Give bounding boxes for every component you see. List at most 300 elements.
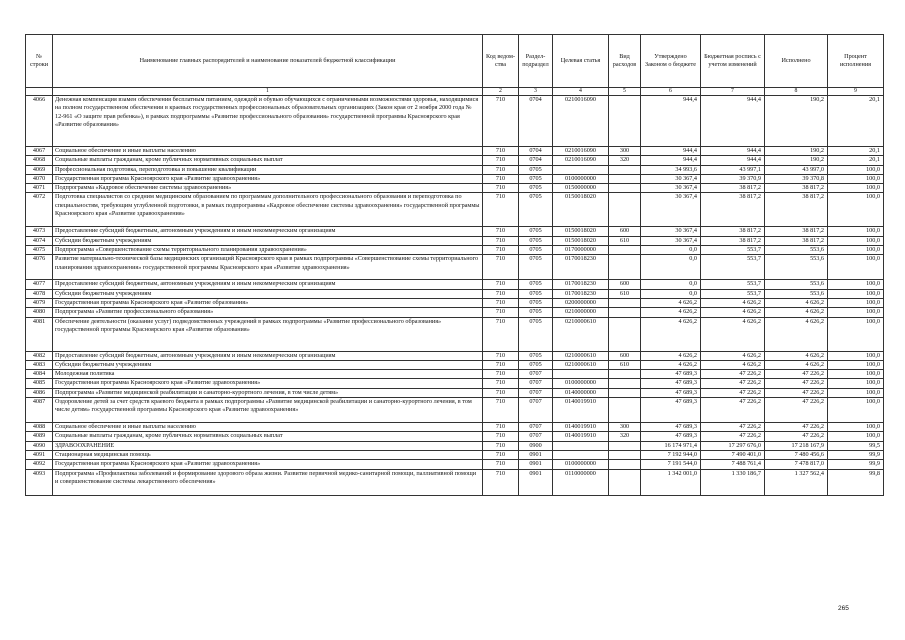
table-row xyxy=(26,441,884,450)
dept-code: 710 xyxy=(483,298,519,307)
row-number: 4078 xyxy=(26,289,53,298)
row-name: Подпрограмма «Кадровое обеспечение системы здравоохранения» xyxy=(53,184,483,193)
section-code: 0705 xyxy=(519,236,553,245)
row-name: Государственная программа Красноярского края «Развитие здравоохранения» xyxy=(53,379,483,388)
dept-code: 710 xyxy=(483,441,519,450)
row-name: Предоставление субсидий бюджетным, автономным учреждениям и иным некоммерческим организациям xyxy=(53,351,483,360)
section-code: 0707 xyxy=(519,370,553,379)
allocated-amount: 1 330 186,7 xyxy=(701,469,765,495)
percent-executed: 100,0 xyxy=(828,289,884,298)
header-row xyxy=(26,35,884,88)
table-row xyxy=(26,174,884,183)
row-name: Развитие материально-технической базы медицинских организаций Красноярского края в рамках подпрограммы «Совершенствование схемы территориального планирования здравоохранения» государственной программы Красноярского края «Развитие здравоохранения» xyxy=(53,255,483,280)
dept-code: 710 xyxy=(483,317,519,351)
approved-amount: 4 626,2 xyxy=(641,317,701,351)
section-code: 0705 xyxy=(519,227,553,236)
row-number: 4076 xyxy=(26,255,53,280)
expense-type: 610 xyxy=(609,236,641,245)
dept-code: 710 xyxy=(483,351,519,360)
dept-code: 710 xyxy=(483,280,519,289)
row-number: 4077 xyxy=(26,280,53,289)
executed-amount: 38 817,2 xyxy=(765,184,828,193)
executed-amount: 47 226,2 xyxy=(765,379,828,388)
approved-amount: 30 367,4 xyxy=(641,227,701,236)
dept-code: 710 xyxy=(483,388,519,397)
page-number: 265 xyxy=(838,605,849,612)
expense-type xyxy=(609,165,641,174)
approved-amount: 30 367,4 xyxy=(641,236,701,245)
target-code: 0170000000 xyxy=(553,246,609,255)
row-number: 4087 xyxy=(26,398,53,423)
row-name: Социальное обеспечение и иные выплаты населению xyxy=(53,423,483,432)
row-number: 4070 xyxy=(26,174,53,183)
allocated-amount: 4 626,2 xyxy=(701,351,765,360)
allocated-amount: 4 626,2 xyxy=(701,308,765,317)
table-row xyxy=(26,280,884,289)
approved-amount: 0,0 xyxy=(641,255,701,280)
percent-executed: 100,0 xyxy=(828,184,884,193)
target-code: 0210016090 xyxy=(553,96,609,147)
expense-type: 610 xyxy=(609,289,641,298)
approved-amount: 4 626,2 xyxy=(641,298,701,307)
expense-type: 600 xyxy=(609,227,641,236)
executed-amount: 47 226,2 xyxy=(765,398,828,423)
table-row xyxy=(26,298,884,307)
table-row xyxy=(26,308,884,317)
approved-amount: 0,0 xyxy=(641,280,701,289)
allocated-amount: 38 817,2 xyxy=(701,236,765,245)
percent-executed: 100,0 xyxy=(828,423,884,432)
row-name: Подпрограмма «Развитие медицинской реабилитации и санаторно-курортного лечения, в том числе детям» xyxy=(53,388,483,397)
row-name: Обеспечение деятельности (оказание услуг) подведомственных учреждений в рамках подпрограммы «Развитие профессионального образования» государственной программы Красноярского края «Развитие образования» xyxy=(53,317,483,351)
approved-amount: 16 174 971,4 xyxy=(641,441,701,450)
allocated-amount: 7 490 401,0 xyxy=(701,450,765,459)
allocated-amount: 944,4 xyxy=(701,147,765,156)
expense-type xyxy=(609,255,641,280)
dept-code: 710 xyxy=(483,423,519,432)
expense-type xyxy=(609,96,641,147)
column-number-row xyxy=(26,88,884,96)
executed-amount: 47 226,2 xyxy=(765,423,828,432)
row-name: Молодежная политика xyxy=(53,370,483,379)
row-number: 4086 xyxy=(26,388,53,397)
table-row xyxy=(26,370,884,379)
dept-code: 710 xyxy=(483,370,519,379)
expense-type: 600 xyxy=(609,280,641,289)
percent-executed: 20,1 xyxy=(828,147,884,156)
allocated-amount: 17 297 676,0 xyxy=(701,441,765,450)
row-number: 4092 xyxy=(26,460,53,469)
target-code xyxy=(553,165,609,174)
row-name: ЗДРАВООХРАНЕНИЕ xyxy=(53,441,483,450)
expense-type xyxy=(609,441,641,450)
percent-executed: 100,0 xyxy=(828,165,884,174)
table-row xyxy=(26,156,884,165)
allocated-amount: 38 817,2 xyxy=(701,227,765,236)
approved-amount: 4 626,2 xyxy=(641,351,701,360)
dept-code: 710 xyxy=(483,246,519,255)
approved-amount: 1 342 001,0 xyxy=(641,469,701,495)
approved-amount: 944,4 xyxy=(641,96,701,147)
section-code: 0705 xyxy=(519,289,553,298)
table-row xyxy=(26,96,884,147)
row-number: 4081 xyxy=(26,317,53,351)
expense-type xyxy=(609,246,641,255)
approved-amount: 47 689,3 xyxy=(641,379,701,388)
column-number: 8 xyxy=(765,88,828,96)
row-name: Подпрограмма «Развитие профессионального образования» xyxy=(53,308,483,317)
percent-executed: 100,0 xyxy=(828,308,884,317)
expense-type xyxy=(609,370,641,379)
executed-amount: 553,6 xyxy=(765,246,828,255)
expense-type: 320 xyxy=(609,432,641,441)
expense-type xyxy=(609,308,641,317)
percent-executed: 100,0 xyxy=(828,432,884,441)
dept-code: 710 xyxy=(483,460,519,469)
target-code: 0210016090 xyxy=(553,156,609,165)
percent-executed: 100,0 xyxy=(828,317,884,351)
executed-amount: 47 226,2 xyxy=(765,432,828,441)
percent-executed: 100,0 xyxy=(828,398,884,423)
section-code: 0900 xyxy=(519,441,553,450)
dept-code: 710 xyxy=(483,398,519,423)
allocated-amount: 553,7 xyxy=(701,246,765,255)
column-number: 5 xyxy=(609,88,641,96)
expense-type: 610 xyxy=(609,360,641,369)
target-code: 0110000000 xyxy=(553,469,609,495)
table-row xyxy=(26,469,884,495)
approved-amount: 7 192 944,0 xyxy=(641,450,701,459)
section-code: 0705 xyxy=(519,174,553,183)
section-code: 0707 xyxy=(519,379,553,388)
executed-amount: 190,2 xyxy=(765,96,828,147)
executed-amount: 7 480 456,6 xyxy=(765,450,828,459)
expense-type xyxy=(609,193,641,227)
section-code: 0704 xyxy=(519,147,553,156)
header-target: Целевая статья xyxy=(553,35,609,88)
target-code: 0210000000 xyxy=(553,308,609,317)
header-allocation: Бюджетная роспись с учетом изменений xyxy=(701,35,765,88)
table-row xyxy=(26,255,884,280)
executed-amount: 47 226,2 xyxy=(765,370,828,379)
table-row xyxy=(26,193,884,227)
table-row xyxy=(26,351,884,360)
percent-executed: 100,0 xyxy=(828,246,884,255)
allocated-amount: 47 226,2 xyxy=(701,379,765,388)
row-number: 4093 xyxy=(26,469,53,495)
target-code xyxy=(553,450,609,459)
target-code: 0170018230 xyxy=(553,255,609,280)
approved-amount: 30 367,4 xyxy=(641,174,701,183)
header-dept-code: Код ведом-ства xyxy=(483,35,519,88)
expense-type xyxy=(609,379,641,388)
target-code: 0100000000 xyxy=(553,379,609,388)
approved-amount: 47 689,3 xyxy=(641,398,701,423)
approved-amount: 0,0 xyxy=(641,289,701,298)
section-code: 0901 xyxy=(519,460,553,469)
row-name: Субсидии бюджетным учреждениям xyxy=(53,236,483,245)
target-code xyxy=(553,370,609,379)
percent-executed: 20,1 xyxy=(828,156,884,165)
expense-type xyxy=(609,450,641,459)
row-name: Субсидии бюджетным учреждениям xyxy=(53,289,483,298)
executed-amount: 38 817,2 xyxy=(765,193,828,227)
approved-amount: 30 367,4 xyxy=(641,184,701,193)
expense-type xyxy=(609,469,641,495)
executed-amount: 553,6 xyxy=(765,255,828,280)
expense-type xyxy=(609,388,641,397)
target-code: 0100000000 xyxy=(553,460,609,469)
section-code: 0705 xyxy=(519,193,553,227)
approved-amount: 7 191 544,0 xyxy=(641,460,701,469)
table-row xyxy=(26,236,884,245)
percent-executed: 100,0 xyxy=(828,255,884,280)
section-code: 0704 xyxy=(519,96,553,147)
row-number: 4079 xyxy=(26,298,53,307)
target-code: 0200000000 xyxy=(553,298,609,307)
row-number: 4066 xyxy=(26,96,53,147)
executed-amount: 4 626,2 xyxy=(765,298,828,307)
executed-amount: 4 626,2 xyxy=(765,308,828,317)
expense-type xyxy=(609,460,641,469)
row-number: 4074 xyxy=(26,236,53,245)
table-row xyxy=(26,398,884,423)
table-row xyxy=(26,246,884,255)
executed-amount: 553,6 xyxy=(765,280,828,289)
approved-amount: 34 993,6 xyxy=(641,165,701,174)
table-row xyxy=(26,317,884,351)
expense-type: 600 xyxy=(609,351,641,360)
approved-amount: 47 689,3 xyxy=(641,432,701,441)
allocated-amount: 43 997,1 xyxy=(701,165,765,174)
table-row xyxy=(26,423,884,432)
table-row xyxy=(26,379,884,388)
dept-code: 710 xyxy=(483,174,519,183)
executed-amount: 190,2 xyxy=(765,147,828,156)
row-name: Профессиональная подготовка, переподготовка и повышение квалификации xyxy=(53,165,483,174)
budget-sheet xyxy=(25,34,883,496)
target-code: 0210000610 xyxy=(553,351,609,360)
allocated-amount: 38 817,2 xyxy=(701,193,765,227)
expense-type: 300 xyxy=(609,147,641,156)
dept-code: 710 xyxy=(483,289,519,298)
percent-executed: 100,0 xyxy=(828,174,884,183)
dept-code: 710 xyxy=(483,156,519,165)
table-row xyxy=(26,450,884,459)
executed-amount: 4 626,2 xyxy=(765,351,828,360)
dept-code: 710 xyxy=(483,184,519,193)
column-number: 1 xyxy=(53,88,483,96)
percent-executed: 99,9 xyxy=(828,460,884,469)
table-row xyxy=(26,165,884,174)
row-number: 4089 xyxy=(26,432,53,441)
target-code: 0210000610 xyxy=(553,360,609,369)
section-code: 0901 xyxy=(519,469,553,495)
percent-executed: 100,0 xyxy=(828,370,884,379)
dept-code: 710 xyxy=(483,96,519,147)
header-percent: Процент исполнения xyxy=(828,35,884,88)
percent-executed: 100,0 xyxy=(828,280,884,289)
percent-executed: 100,0 xyxy=(828,298,884,307)
percent-executed: 100,0 xyxy=(828,227,884,236)
executed-amount: 38 817,2 xyxy=(765,236,828,245)
target-code: 0140000000 xyxy=(553,388,609,397)
allocated-amount: 944,4 xyxy=(701,96,765,147)
expense-type xyxy=(609,184,641,193)
row-name: Оздоровление детей за счет средств краевого бюджета в рамках подпрограммы «Развитие медицинской реабилитации и санаторно-курортного лечения, в том числе детям» государственной программы Красноярского края «Развитие здравоохранения» xyxy=(53,398,483,423)
section-code: 0705 xyxy=(519,298,553,307)
row-number: 4090 xyxy=(26,441,53,450)
executed-amount: 4 626,2 xyxy=(765,317,828,351)
row-name: Субсидии бюджетным учреждениям xyxy=(53,360,483,369)
section-code: 0705 xyxy=(519,317,553,351)
section-code: 0705 xyxy=(519,184,553,193)
row-number: 4091 xyxy=(26,450,53,459)
target-code: 0150000000 xyxy=(553,184,609,193)
section-code: 0705 xyxy=(519,246,553,255)
allocated-amount: 553,7 xyxy=(701,255,765,280)
percent-executed: 100,0 xyxy=(828,193,884,227)
target-code: 0150018020 xyxy=(553,236,609,245)
percent-executed: 100,0 xyxy=(828,351,884,360)
expense-type xyxy=(609,298,641,307)
section-code: 0705 xyxy=(519,351,553,360)
allocated-amount: 47 226,2 xyxy=(701,432,765,441)
row-name: Государственная программа Красноярского края «Развитие здравоохранения» xyxy=(53,174,483,183)
allocated-amount: 47 226,2 xyxy=(701,370,765,379)
row-name: Социальные выплаты гражданам, кроме публичных нормативных социальных выплат xyxy=(53,432,483,441)
allocated-amount: 38 817,2 xyxy=(701,184,765,193)
row-name: Подпрограмма «Профилактика заболеваний и формирование здорового образа жизни. Развитие первичной медико-санитарной помощи, паллиативной помощи и совершенствование системы лекарственного обеспечения» xyxy=(53,469,483,495)
column-number xyxy=(26,88,53,96)
approved-amount: 30 367,4 xyxy=(641,193,701,227)
row-number: 4072 xyxy=(26,193,53,227)
percent-executed: 100,0 xyxy=(828,388,884,397)
column-number: 3 xyxy=(519,88,553,96)
percent-executed: 20,1 xyxy=(828,96,884,147)
executed-amount: 17 218 167,9 xyxy=(765,441,828,450)
dept-code: 710 xyxy=(483,360,519,369)
section-code: 0707 xyxy=(519,432,553,441)
executed-amount: 43 997,0 xyxy=(765,165,828,174)
dept-code: 710 xyxy=(483,193,519,227)
table-row xyxy=(26,147,884,156)
expense-type xyxy=(609,174,641,183)
expense-type: 300 xyxy=(609,423,641,432)
row-name: Подготовка специалистов со средним медицинским образованием по программам дополнительного профессионального образования и переподготовка по специальностям, требующим углубленной подготовки, в рамках подпрограммы «Кадровое обеспечение системы здравоохранения» государственной программы Красноярского края «Развитие здравоохранения» xyxy=(53,193,483,227)
allocated-amount: 47 226,2 xyxy=(701,398,765,423)
allocated-amount: 39 370,9 xyxy=(701,174,765,183)
approved-amount: 944,4 xyxy=(641,156,701,165)
row-number: 4069 xyxy=(26,165,53,174)
row-name: Стационарная медицинская помощь xyxy=(53,450,483,459)
section-code: 0705 xyxy=(519,360,553,369)
header-expense-type: Вид расходов xyxy=(609,35,641,88)
row-number: 4073 xyxy=(26,227,53,236)
row-number: 4084 xyxy=(26,370,53,379)
section-code: 0707 xyxy=(519,398,553,423)
section-code: 0705 xyxy=(519,165,553,174)
target-code: 0140019910 xyxy=(553,398,609,423)
row-name: Социальное обеспечение и иные выплаты населению xyxy=(53,147,483,156)
executed-amount: 553,6 xyxy=(765,289,828,298)
allocated-amount: 47 226,2 xyxy=(701,388,765,397)
dept-code: 710 xyxy=(483,308,519,317)
approved-amount: 47 689,3 xyxy=(641,388,701,397)
table-row xyxy=(26,227,884,236)
approved-amount: 4 626,2 xyxy=(641,308,701,317)
target-code: 0170018230 xyxy=(553,289,609,298)
section-code: 0704 xyxy=(519,156,553,165)
approved-amount: 0,0 xyxy=(641,246,701,255)
allocated-amount: 7 488 761,4 xyxy=(701,460,765,469)
executed-amount: 4 626,2 xyxy=(765,360,828,369)
table-row xyxy=(26,184,884,193)
header-approved: Утверждено Законом о бюджете xyxy=(641,35,701,88)
executed-amount: 190,2 xyxy=(765,156,828,165)
row-number: 4075 xyxy=(26,246,53,255)
column-number: 4 xyxy=(553,88,609,96)
row-number: 4085 xyxy=(26,379,53,388)
executed-amount: 7 478 817,0 xyxy=(765,460,828,469)
table-row xyxy=(26,460,884,469)
row-name: Государственная программа Красноярского края «Развитие образования» xyxy=(53,298,483,307)
allocated-amount: 4 626,2 xyxy=(701,360,765,369)
percent-executed: 99,8 xyxy=(828,469,884,495)
column-number: 9 xyxy=(828,88,884,96)
approved-amount: 47 689,3 xyxy=(641,370,701,379)
row-name: Предоставление субсидий бюджетным, автономным учреждениям и иным некоммерческим организациям xyxy=(53,280,483,289)
percent-executed: 100,0 xyxy=(828,236,884,245)
header-section: Раздел-подраздел xyxy=(519,35,553,88)
executed-amount: 1 327 562,4 xyxy=(765,469,828,495)
dept-code: 710 xyxy=(483,255,519,280)
allocated-amount: 553,7 xyxy=(701,280,765,289)
row-name: Подпрограмма «Совершенствование схемы территориального планирования здравоохранения» xyxy=(53,246,483,255)
column-number: 2 xyxy=(483,88,519,96)
percent-executed: 99,5 xyxy=(828,441,884,450)
section-code: 0707 xyxy=(519,423,553,432)
section-code: 0705 xyxy=(519,280,553,289)
dept-code: 710 xyxy=(483,432,519,441)
target-code: 0150018020 xyxy=(553,193,609,227)
section-code: 0705 xyxy=(519,308,553,317)
table-row xyxy=(26,432,884,441)
table-row xyxy=(26,388,884,397)
table-row xyxy=(26,289,884,298)
target-code: 0100000000 xyxy=(553,174,609,183)
header-executed: Исполнено xyxy=(765,35,828,88)
row-number: 4082 xyxy=(26,351,53,360)
target-code: 0210000610 xyxy=(553,317,609,351)
expense-type xyxy=(609,398,641,423)
executed-amount: 47 226,2 xyxy=(765,388,828,397)
percent-executed: 99,9 xyxy=(828,450,884,459)
row-number: 4088 xyxy=(26,423,53,432)
column-number: 7 xyxy=(701,88,765,96)
row-number: 4071 xyxy=(26,184,53,193)
dept-code: 710 xyxy=(483,236,519,245)
dept-code: 710 xyxy=(483,147,519,156)
dept-code: 710 xyxy=(483,227,519,236)
dept-code: 710 xyxy=(483,379,519,388)
percent-executed: 100,0 xyxy=(828,360,884,369)
target-code: 0150018020 xyxy=(553,227,609,236)
executed-amount: 38 817,2 xyxy=(765,227,828,236)
row-number: 4067 xyxy=(26,147,53,156)
executed-amount: 39 370,8 xyxy=(765,174,828,183)
percent-executed: 100,0 xyxy=(828,379,884,388)
